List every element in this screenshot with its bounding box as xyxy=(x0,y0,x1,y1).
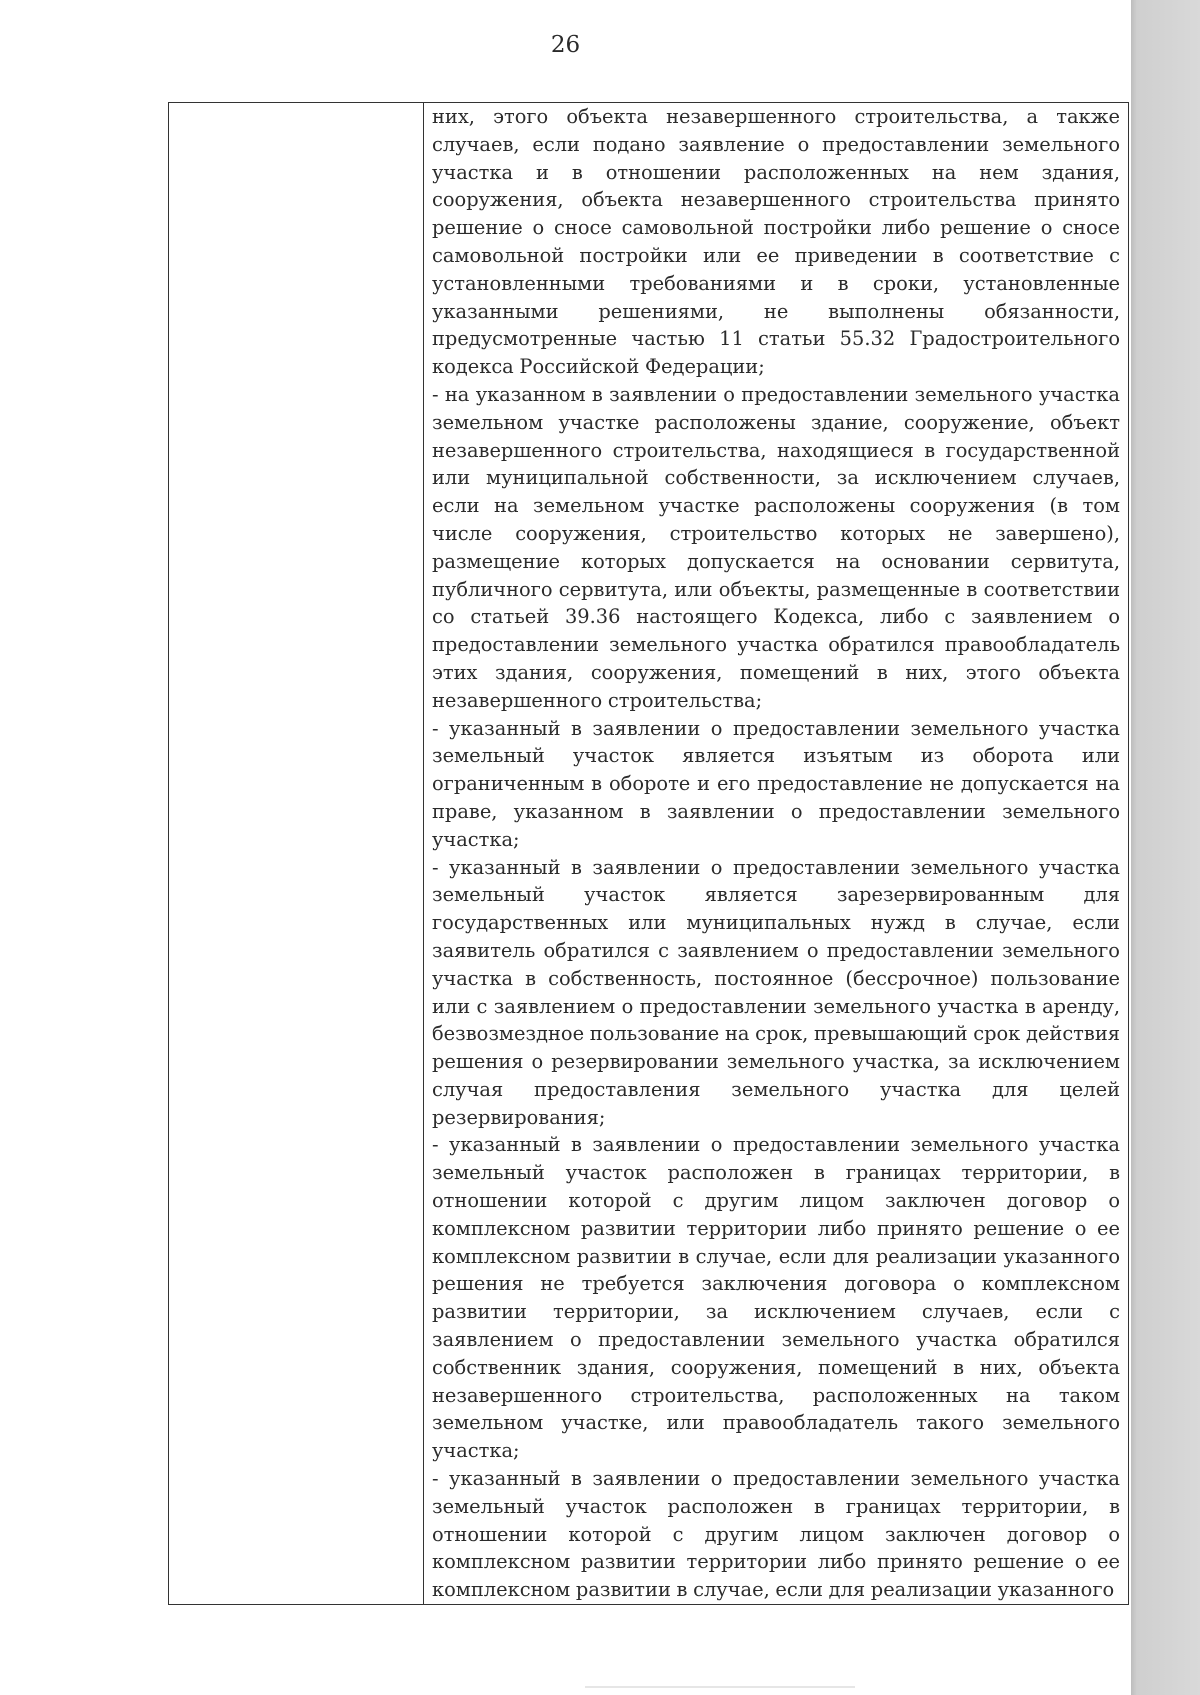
paragraph: - указанный в заявлении о предоставлении земельного участка земельный участок расположен в границах территории, в отношении которой с другим лицом заключен договор о комплексном развитии территории либо принято решение о ее комплексном развитии в случае, если для реализации указанного xyxy=(432,1467,1120,1602)
table-cell-left xyxy=(169,103,424,1605)
paragraph: - указанный в заявлении о предоставлении земельного участка земельный участок является изъятым из оборота или ограниченным в обороте и его предоставление не допускается на праве, указанном в заявлении о предоставлении земельного участка; xyxy=(432,716,1120,851)
page-edge-shadow xyxy=(1131,0,1200,1695)
right-cell-text xyxy=(424,103,1128,1604)
paragraph: них, этого объекта незавершенного строительства, а также случаев, если подано заявление о предоставлении земельного участка и в отношении расположенных на нем здания, сооружения, объекта незавершенного строительства принято решение о сносе самовольной постройки либо решение о сносе самовольной постройки или ее приведении в соответствие с установленными требованиями и в сроки, установленные указанными решениями, не выполнены обязанности, предусмотренные частью 11 статьи 55.32 Градостроительного кодекса Российской Федерации; xyxy=(432,105,1120,379)
paragraph: - на указанном в заявлении о предоставлении земельного участка земельном участке расположены здание, сооружение, объект незавершенного строительства, находящиеся в государственной или муниципальной собственности, за исключением случаев, если на земельном участке расположены сооружения (в том числе сооружения, строительство которых не завершено), размещение которых допускается на основании сервитута, публичного сервитута, или объекты, размещенные в соответствии со статьей 39.36 настоящего Кодекса, либо с заявлением о предоставлении земельного участка обратился правообладатель этих здания, сооружения, помещений в них, этого объекта незавершенного строительства; xyxy=(432,382,1120,712)
table-row xyxy=(169,103,1129,1605)
paragraph: - указанный в заявлении о предоставлении земельного участка земельный участок расположен в границах территории, в отношении которой с другим лицом заключен договор о комплексном развитии территории либо принято решение о ее комплексном развитии в случае, если для реализации указанного решения не требуется заключения договора о комплексном развитии территории, за исключением случаев, если с заявлением о предоставлении земельного участка обратился собственник здания, сооружения, помещений в них, объекта незавершенного строительства, расположенных на таком земельном участке, или правообладатель такого земельного участка; xyxy=(432,1133,1120,1463)
document-table xyxy=(168,102,1129,1605)
scan-artifact-line xyxy=(585,1686,855,1688)
page-number: 26 xyxy=(550,32,581,58)
paragraph: - указанный в заявлении о предоставлении земельного участка земельный участок является зарезервированным для государственных или муниципальных нужд в случае, если заявитель обратился с заявлением о предоставлении земельного участка в собственность, постоянное (бессрочное) пользование или с заявлением о предоставлении земельного участка в аренду, безвозмездное пользование на срок, превышающий срок действия решения о резервировании земельного участка, за исключением случая предоставления земельного участка для целей резервирования; xyxy=(432,855,1120,1129)
table-cell-right xyxy=(424,103,1129,1605)
